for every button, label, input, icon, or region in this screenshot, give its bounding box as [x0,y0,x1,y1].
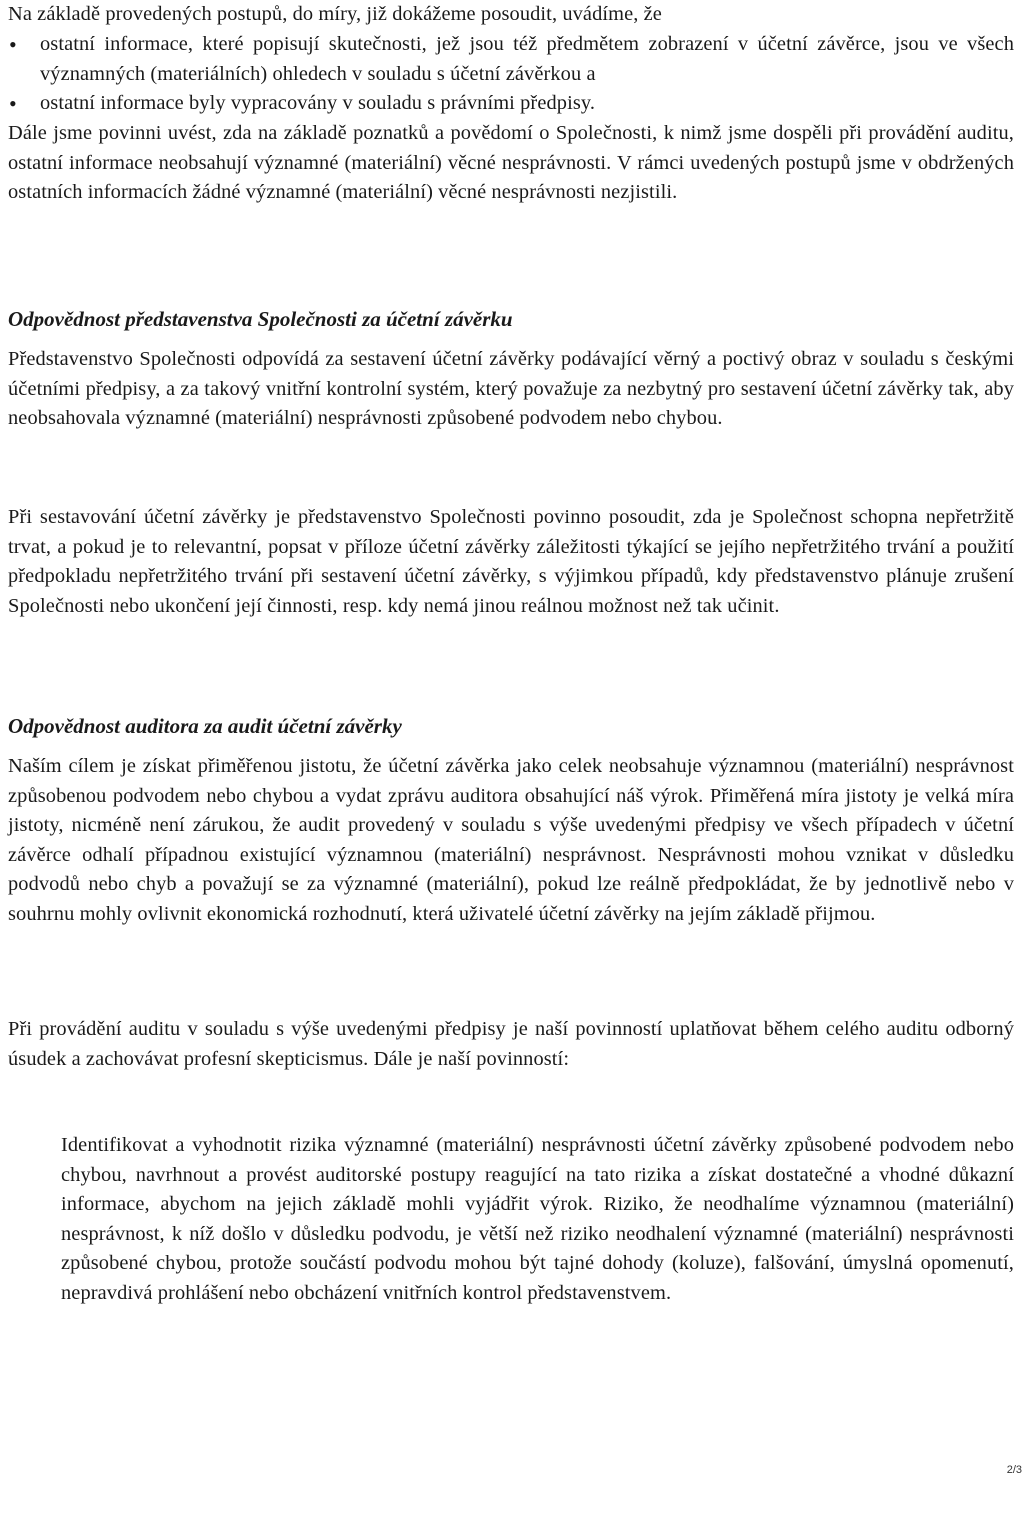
auditor-section-heading: Odpovědnost auditora za audit účetní závěrky [8,714,402,738]
board-paragraph-1: Představenstvo Společnosti odpovídá za sestavení účetní závěrky podávající věrný a poctivý obraz v souladu s českými účetními předpisy, a za takový vnitřní kontrolní systém, který považuje za nezbytný pro sestavení účetní závěrky tak, aby neobsahovala významné (materiální) nesprávnosti způsobené podvodem nebo chybou. [8,348,1014,429]
intro-bullet-item: • ostatní informace byly vypracovány v souladu s právními předpisy. [8,89,1014,119]
intro-bullet-item: • ostatní informace, které popisují skutečnosti, jež jsou též předmětem zobrazení v účetní závěrce, jsou ve všech významných (materiálních) ohledech v souladu s účetní závěrkou a [8,30,1014,89]
intro-lead: Na základě provedených postupů, do míry, již dokážeme posoudit, uvádíme, že [8,3,662,25]
intro-closing-paragraph: Dále jsme povinni uvést, zda na základě poznatků a povědomí o Společnosti, k nimž jsme dospěli při provádění auditu, ostatní informace neobsahují významné (materiální) věcné nesprávnosti. V rámci uvedených postupů jsme v obdržených ostatních informacích žádné významné (materiální) věcné nesprávnosti nezjistili. [8,122,1014,203]
auditor-paragraph-1: Naším cílem je získat přiměřenou jistotu, že účetní závěrka jako celek neobsahuje významnou (materiální) nesprávnost způsobenou podvodem nebo chybou a vydat zprávu auditora obsahující náš výrok. Přiměřená míra jistoty je velká míra jistoty, nicméně není zárukou, že audit provedený v souladu s výše uvedenými předpisy ve všech případech v účetní závěrce odhalí případnou existující významnou (materiální) nesprávnost. Nesprávnosti mohou vznikat v důsledku podvodů nebo chyb a považují se za významné (materiální), pokud lze reálně předpokládat, že by jednotlivě nebo v souhrnu mohly ovlivnit ekonomická rozhodnutí, která uživatelé účetní závěrky na jejím základě přijmou. [8,755,1014,925]
page-number: 2/3 [1006,1464,1022,1476]
intro-bullet-list [8,30,1014,119]
document-page [8,0,1014,1517]
board-section-heading: Odpovědnost představenstva Společnosti za účetní závěrku [8,307,513,331]
auditor-duty-item: Identifikovat a vyhodnotit rizika významné (materiální) nesprávnosti účetní závěrky způsobené podvodem nebo chybou, navrhnout a provést auditorské postupy reagující na tato rizika a získat dostatečné a vhodné důkazní informace, abychom na jejich základě mohli vyjádřit výrok. Riziko, že neodhalíme významnou (materiální) nesprávnost, k níž došlo v důsledku podvodu, je větší než riziko neodhalení významné (materiální) nesprávnosti způsobené chybou, protože součástí podvodu mohou být tajné dohody (koluze), falšování, úmyslná opomenutí, nepravdivá prohlášení nebo obcházení vnitřních kontrol představenstvem. [61,1134,1014,1304]
board-paragraph-2: Při sestavování účetní závěrky je představenstvo Společnosti povinno posoudit, zda je Společnost schopna nepřetržitě trvat, a pokud je to relevantní, popsat v příloze účetní závěrky záležitosti týkající se jejího nepřetržitého trvání a použití předpokladu nepřetržitého trvání při sestavení účetní závěrky, s výjimkou případů, kdy představenstvo plánuje zrušení Společnosti nebo ukončení její činnosti, resp. kdy nemá jinou reálnou možnost než tak učinit. [8,506,1014,617]
auditor-paragraph-2: Při provádění auditu v souladu s výše uvedenými předpisy je naší povinností uplatňovat během celého auditu odborný úsudek a zachovávat profesní skepticismus. Dále je naší povinností: [8,1018,1014,1070]
